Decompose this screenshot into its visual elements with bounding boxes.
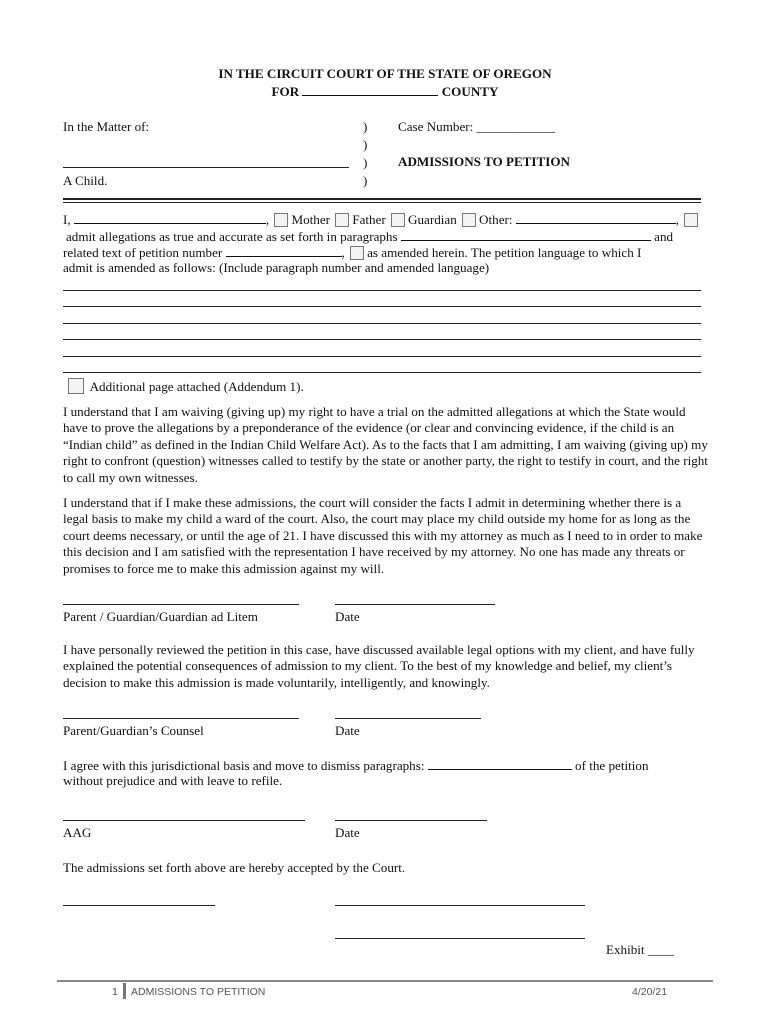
in-matter-label: In the Matter of: bbox=[63, 119, 150, 134]
footer-date: 4/20/21 bbox=[632, 986, 668, 998]
document-title: ADMISSIONS TO PETITION bbox=[398, 154, 570, 169]
caption-paren: ) bbox=[363, 119, 368, 134]
caption-divider bbox=[63, 202, 701, 203]
county-blank[interactable] bbox=[302, 83, 438, 96]
petition-number-blank[interactable] bbox=[226, 244, 342, 257]
amended-language-line[interactable] bbox=[63, 306, 701, 307]
footer-title: ADMISSIONS TO PETITION bbox=[131, 986, 266, 998]
amended-checkbox[interactable] bbox=[350, 246, 364, 260]
court-heading bbox=[0, 66, 770, 82]
child-name-line[interactable] bbox=[63, 167, 349, 168]
page-number: 1 bbox=[112, 986, 118, 998]
father-checkbox[interactable] bbox=[335, 213, 349, 227]
court-heading-line1: IN THE CIRCUIT COURT OF THE STATE OF OREGON bbox=[218, 66, 552, 81]
parent-signature-line[interactable] bbox=[63, 604, 299, 605]
amended-language-line[interactable] bbox=[63, 356, 701, 357]
amended-language-line[interactable] bbox=[63, 290, 701, 291]
amended-language-line[interactable] bbox=[63, 372, 701, 373]
parent-date-line[interactable] bbox=[335, 604, 495, 605]
caption-divider bbox=[63, 198, 701, 200]
other-blank[interactable] bbox=[516, 211, 676, 224]
addendum-checkbox[interactable] bbox=[68, 378, 84, 394]
a-child-label: A Child. bbox=[63, 173, 108, 188]
footer-rule bbox=[57, 980, 713, 982]
parent-signature-label: Parent / Guardian/Guardian ad Litem bbox=[63, 609, 258, 624]
dismiss-paragraphs-blank[interactable] bbox=[428, 757, 572, 770]
extra-checkbox[interactable] bbox=[684, 213, 698, 227]
caption-paren: ) bbox=[363, 155, 368, 170]
counsel-signature-label: Parent/Guardian’s Counsel bbox=[63, 723, 204, 738]
counsel-signature-line[interactable] bbox=[63, 718, 299, 719]
counsel-paragraph: I have personally reviewed the petition in this case, have discussed available legal options with my client, and have fully explained the potential consequences of admission to my client. To the best of my knowledge and belief, my client’s decision to make this admission is made voluntarily, intelligently, and knowingly. bbox=[63, 642, 695, 690]
dismiss-line-2: without prejudice and with leave to refile. bbox=[63, 773, 283, 788]
amended-language-line[interactable] bbox=[63, 323, 701, 324]
judge-signature-line[interactable] bbox=[335, 905, 585, 906]
consequences-paragraph: I understand that if I make these admissions, the court will consider the facts I admit in determining whether there is a legal basis to make my child a ward of the court. Also, the court may place my child outside my home for as long as the court deems necessary, or until the age of 21. I have discussed this with my attorney as much as I need to in order to make this decision and I am satisfied with the representation I have received by my attorney. No one has made any threats or promises to force me to make this admission against my will. bbox=[63, 495, 703, 576]
court-date-line[interactable] bbox=[63, 905, 215, 906]
footer-separator bbox=[123, 983, 126, 999]
addendum-label: Additional page attached (Addendum 1). bbox=[89, 379, 304, 394]
admit-line-2: admit allegations as true and accurate as set forth in paragraphs and bbox=[66, 229, 674, 244]
court-acceptance-text: The admissions set forth above are hereby accepted by the Court. bbox=[63, 860, 406, 875]
case-number: Case Number: ____________ bbox=[398, 119, 556, 134]
amended-language-line[interactable] bbox=[63, 339, 701, 340]
caption-paren: ) bbox=[363, 137, 368, 152]
counsel-date-label: Date bbox=[335, 723, 360, 738]
other-checkbox[interactable] bbox=[462, 213, 476, 227]
addendum-row bbox=[66, 378, 304, 395]
caption-paren: ) bbox=[363, 173, 368, 188]
counsel-date-line[interactable] bbox=[335, 718, 481, 719]
admit-line-4: admit is amended as follows: (Include paragraph number and amended language) bbox=[63, 260, 490, 275]
admitting-party-blank[interactable] bbox=[74, 211, 266, 224]
parent-date-label: Date bbox=[335, 609, 360, 624]
judge-name-line[interactable] bbox=[335, 938, 585, 939]
dismiss-line-1: I agree with this jurisdictional basis and move to dismiss paragraphs: of the petition bbox=[63, 758, 649, 773]
county-heading: FOR COUNTY bbox=[271, 84, 499, 99]
aag-signature-label: AAG bbox=[63, 825, 92, 840]
mother-checkbox[interactable] bbox=[274, 213, 288, 227]
paragraphs-blank[interactable] bbox=[401, 228, 651, 241]
aag-signature-line[interactable] bbox=[63, 820, 305, 821]
aag-date-label: Date bbox=[335, 825, 360, 840]
exhibit-label: Exhibit ____ bbox=[606, 942, 675, 957]
aag-date-line[interactable] bbox=[335, 820, 487, 821]
admit-line-3: related text of petition number , as amended herein. The petition language to which I bbox=[63, 245, 642, 260]
admit-line-1: I, , Mother Father Guardian Other: , bbox=[63, 211, 701, 228]
waiver-paragraph: I understand that I am waiving (giving up) my right to have a trial on the admitted allegations at which the State would have to prove the allegations by a preponderance of the evidence (or clear and convincing evidence, if the child is an “Indian child” as defined in the Indian Child Welfare Act). As to the facts that I am admitting, I am waiving (giving up) my right to confront (question) witnesses called to testify by the state or another party, the right to testify in court, and the right to call my own witnesses. bbox=[63, 404, 708, 485]
guardian-checkbox[interactable] bbox=[391, 213, 405, 227]
